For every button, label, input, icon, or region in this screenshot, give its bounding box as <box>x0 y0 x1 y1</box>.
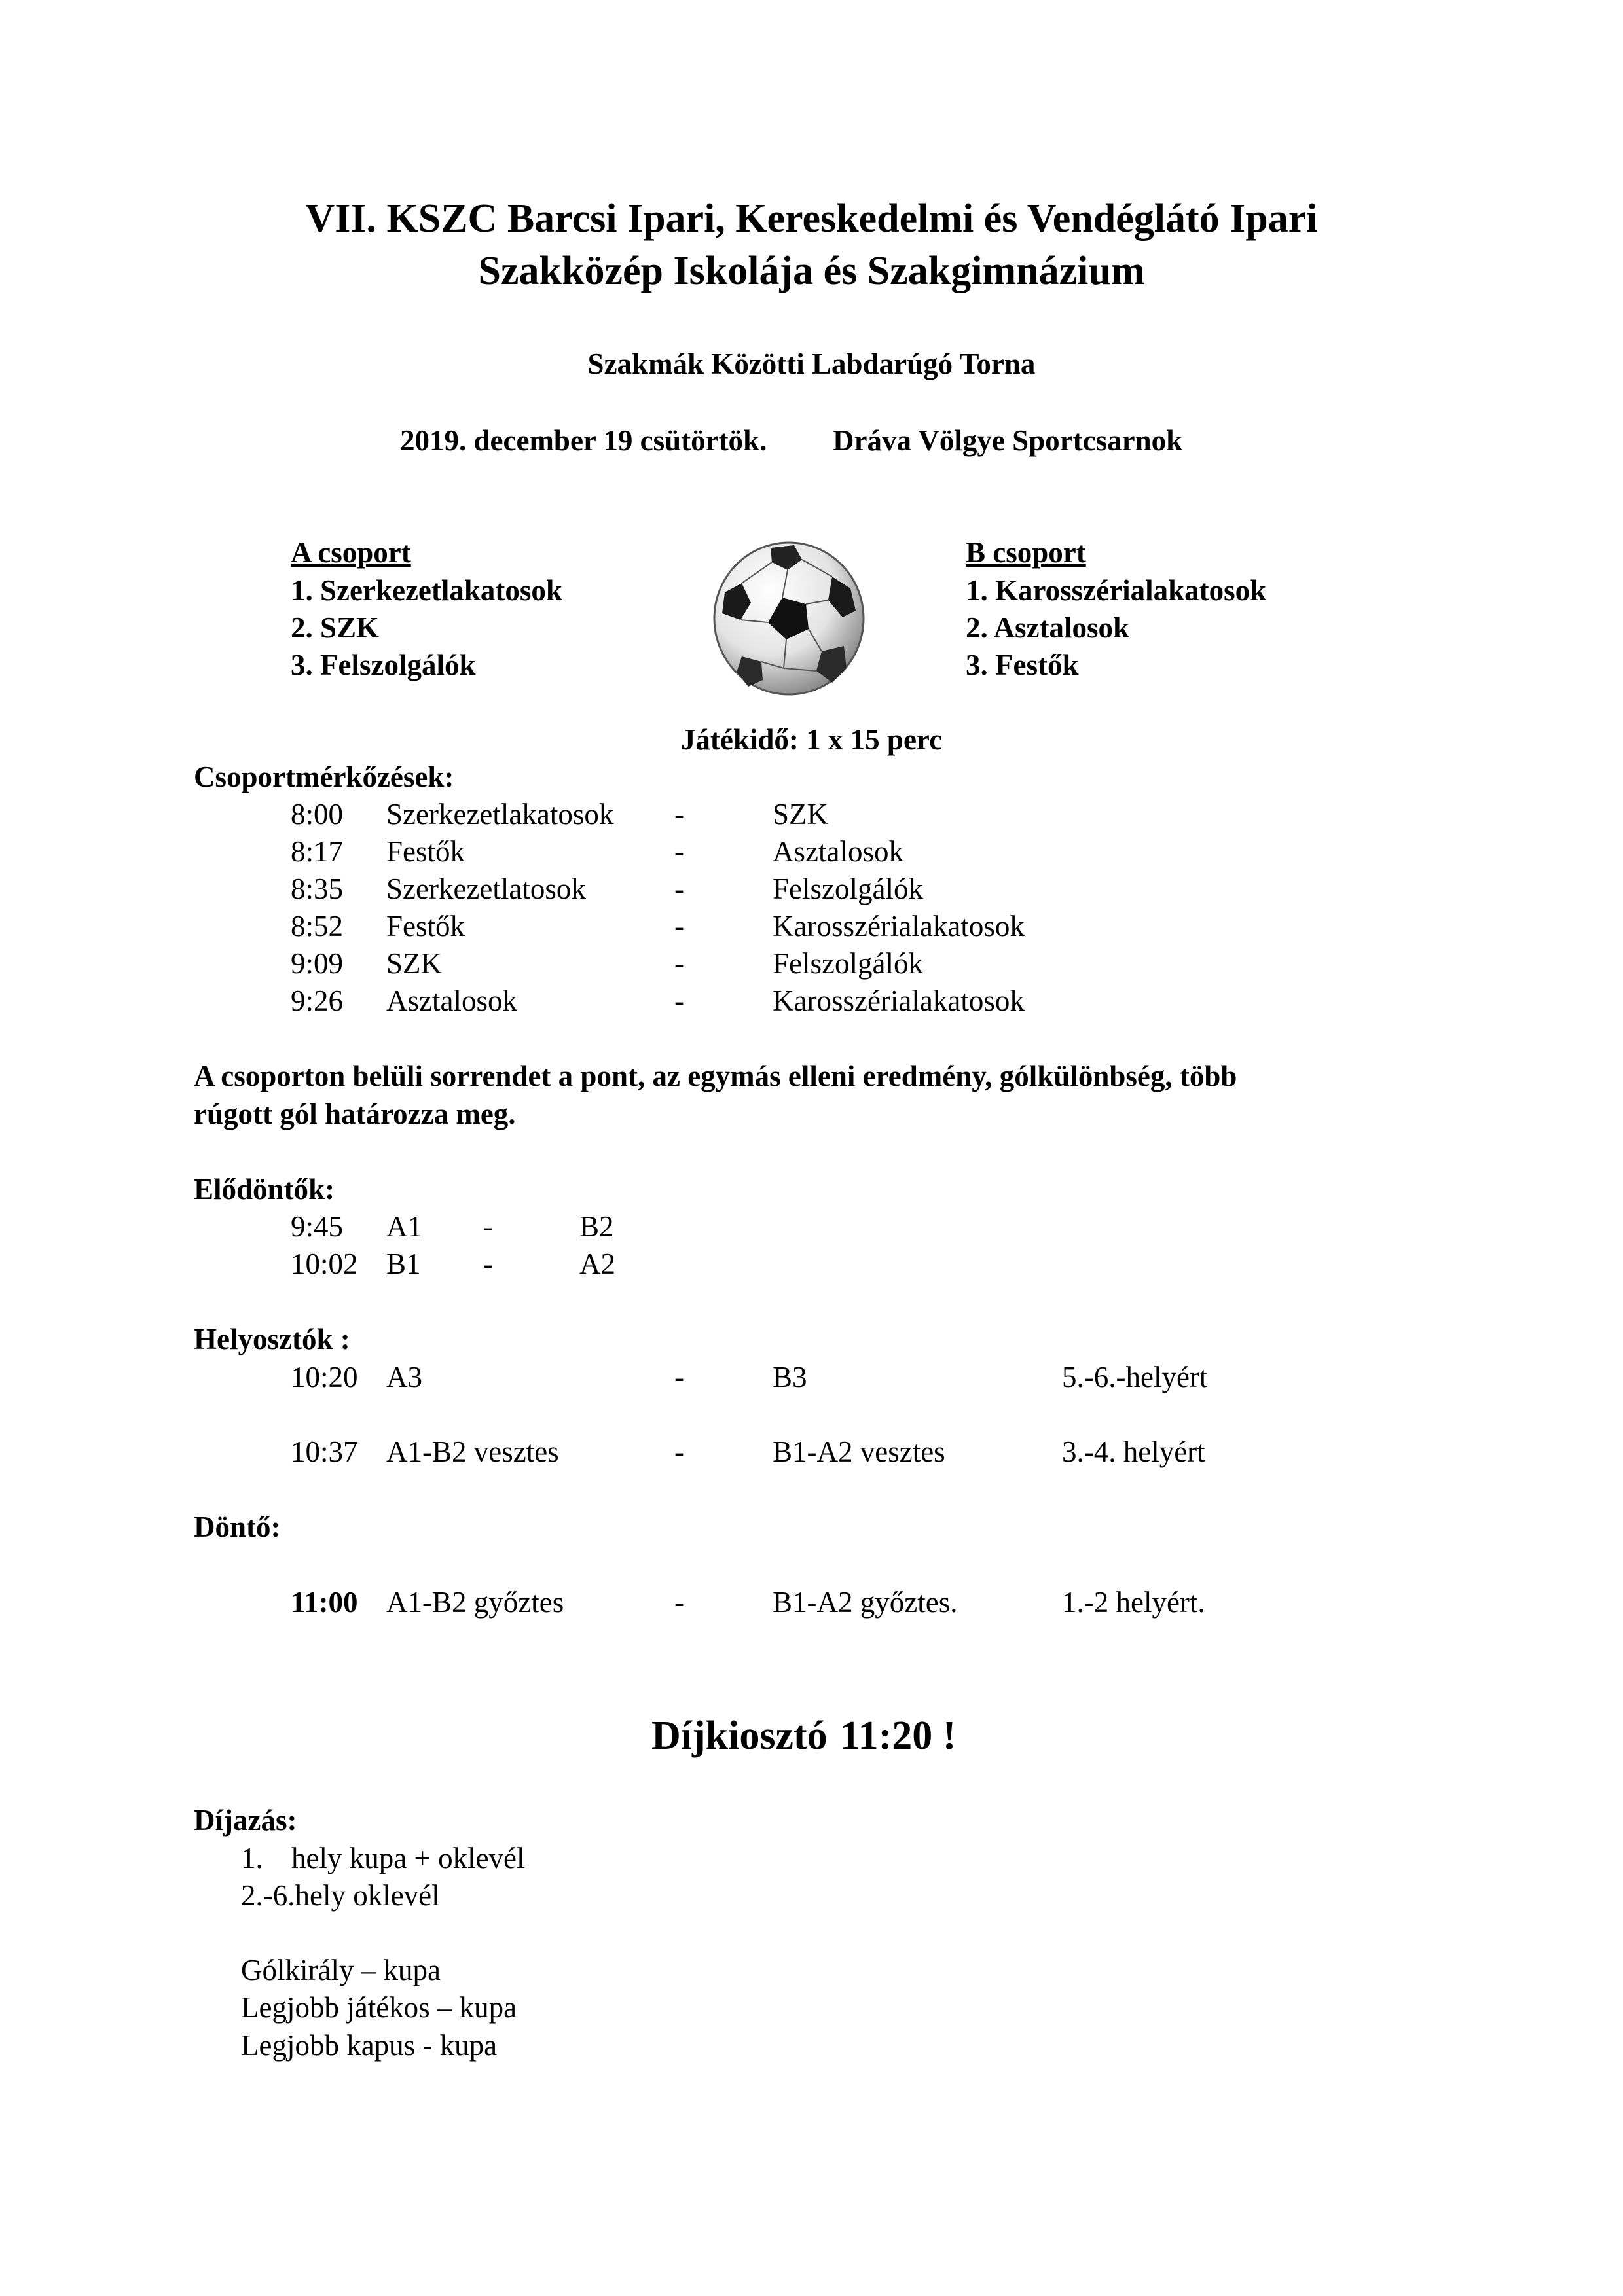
match-separator: - <box>674 947 684 980</box>
match-away: Karosszérialakatosok <box>773 910 1025 942</box>
group-a-team: 1. Szerkezetlakatosok <box>291 574 562 607</box>
match-away: Asztalosok <box>773 835 903 868</box>
match-home: SZK <box>386 947 443 980</box>
match-place: 3.-4. helyért <box>1062 1435 1205 1468</box>
award-first: hely kupa + oklevél <box>291 1842 525 1874</box>
match-away: Felszolgálók <box>773 872 923 905</box>
match-separator: - <box>483 1210 493 1243</box>
match-separator: - <box>674 1361 684 1393</box>
event-venue: Dráva Völgye Sportcsarnok <box>833 424 1183 457</box>
match-time: 9:26 <box>291 984 344 1017</box>
ceremony-time: 11:20 ! <box>840 1713 957 1758</box>
match-home: A1-B2 vesztes <box>386 1435 559 1468</box>
group-b-team: 3. Festők <box>966 649 1079 681</box>
final-heading: Döntő: <box>194 1511 281 1543</box>
match-time: 9:09 <box>291 947 344 980</box>
match-separator: - <box>674 835 684 868</box>
event-date: 2019. december 19 csütörtök. <box>400 424 767 457</box>
match-away: A2 <box>579 1247 615 1280</box>
award-second: 2.-6.hely oklevél <box>241 1879 440 1912</box>
awards-heading: Díjazás: <box>194 1804 297 1837</box>
match-time: 8:17 <box>291 835 344 868</box>
match-place: 5.-6.-helyért <box>1062 1361 1208 1393</box>
tournament-subtitle: Szakmák Közötti Labdarúgó Torna <box>587 348 1036 380</box>
match-away: Karosszérialakatosok <box>773 984 1025 1017</box>
ranking-rule-line2: rúgott gól határozza meg. <box>194 1098 516 1130</box>
match-home: A1 <box>386 1210 422 1243</box>
award-special: Legjobb kapus - kupa <box>241 2029 498 2062</box>
group-a-team: 3. Felszolgálók <box>291 649 476 681</box>
page-title-line1: VII. KSZC Barcsi Ipari, Kereskedelmi és Vendéglátó Ipari <box>305 196 1318 241</box>
group-b-team: 2. Asztalosok <box>966 611 1130 644</box>
match-time: 10:02 <box>291 1247 358 1280</box>
match-place: 1.-2 helyért. <box>1062 1586 1205 1619</box>
group-a-team: 2. SZK <box>291 611 380 644</box>
group-matches-heading: Csoportmérkőzések: <box>194 761 454 793</box>
match-separator: - <box>674 1586 684 1619</box>
ceremony-label: Díjkiosztó <box>651 1713 828 1758</box>
match-separator: - <box>674 798 684 831</box>
match-separator: - <box>674 910 684 942</box>
group-a-title: A csoport <box>291 536 411 569</box>
match-time: 8:00 <box>291 798 344 831</box>
match-home: Szerkezetlatosok <box>386 872 586 905</box>
match-time: 9:45 <box>291 1210 344 1243</box>
match-away: B3 <box>773 1361 807 1393</box>
group-b-team: 1. Karosszérialakatosok <box>966 574 1267 607</box>
match-home: Asztalosok <box>386 984 517 1017</box>
match-away: B1-A2 győztes. <box>773 1586 958 1619</box>
playtime: Játékidő: 1 x 15 perc <box>680 723 943 756</box>
match-time: 11:00 <box>291 1586 358 1619</box>
match-separator: - <box>674 1435 684 1468</box>
award-first-number: 1. <box>241 1842 263 1874</box>
match-home: A1-B2 győztes <box>386 1586 564 1619</box>
match-away: SZK <box>773 798 829 831</box>
match-time: 10:20 <box>291 1361 358 1393</box>
match-home: Festők <box>386 910 465 942</box>
match-time: 10:37 <box>291 1435 358 1468</box>
placement-heading: Helyosztók : <box>194 1323 350 1355</box>
match-separator: - <box>674 984 684 1017</box>
award-special: Legjobb játékos – kupa <box>241 1991 517 2024</box>
match-home: Festők <box>386 835 465 868</box>
ranking-rule-line1: A csoporton belüli sorrendet a pont, az egymás elleni eredmény, gólkülönbség, több <box>194 1060 1237 1092</box>
award-special: Gólkirály – kupa <box>241 1954 441 1986</box>
page-title-line2: Szakközép Iskolája és Szakgimnázium <box>478 249 1145 293</box>
match-separator: - <box>674 872 684 905</box>
match-home: B1 <box>386 1247 421 1280</box>
match-time: 8:52 <box>291 910 344 942</box>
match-separator: - <box>483 1247 493 1280</box>
group-b-title: B csoport <box>966 536 1086 569</box>
match-away: B1-A2 vesztes <box>773 1435 945 1468</box>
semifinals-heading: Elődöntők: <box>194 1173 335 1206</box>
match-away: B2 <box>579 1210 614 1243</box>
match-away: Felszolgálók <box>773 947 923 980</box>
match-home: Szerkezetlakatosok <box>386 798 614 831</box>
soccer-ball-icon <box>710 540 867 697</box>
match-home: A3 <box>386 1361 422 1393</box>
match-time: 8:35 <box>291 872 344 905</box>
